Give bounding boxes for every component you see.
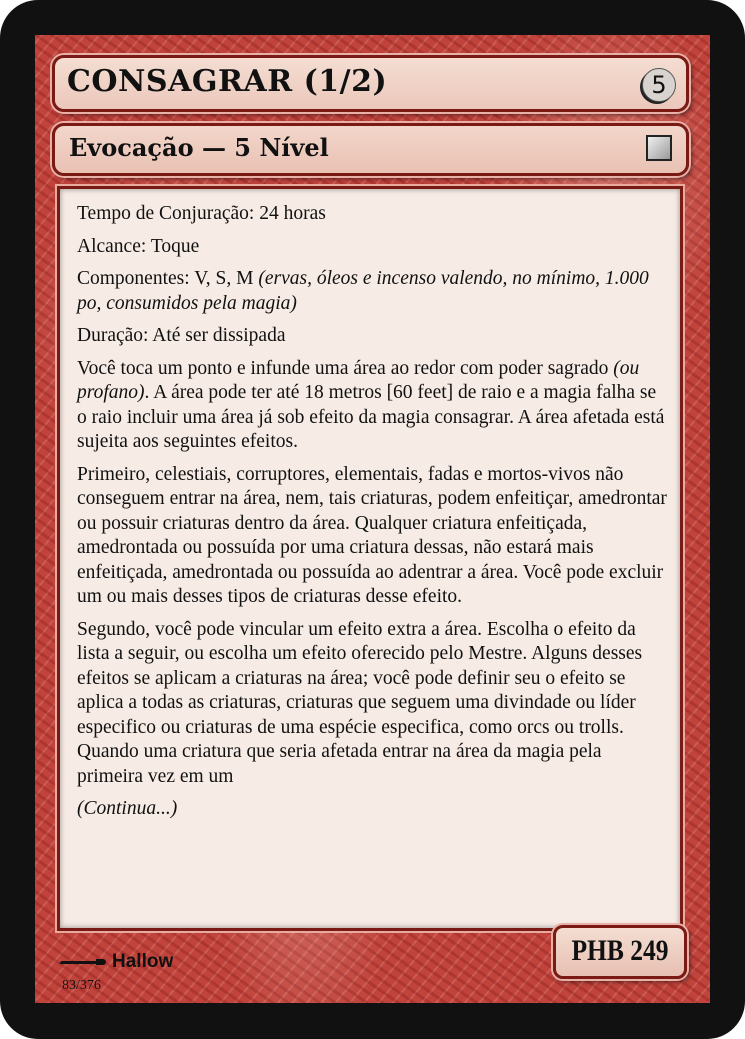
- paragraph-text: Segundo, você pode vincular um efeito extra a área. Escolha o efeito da lista a seguir, ou escolha um efeito oferecido pelo Mestre. Alguns desses efeitos se aplicam a criaturas na área; você pode definir seu o efeito se aplica a todas as criaturas, criaturas que seguem uma divindade ou líder especifico ou criaturas de uma espécie especifica, como orcs ou trolls. Quando uma criatura que seria afetada entrar na área da magia pela primeira vez em um: [77, 618, 643, 787]
- paragraph-text: Você toca um ponto e infunde uma área ao redor com poder sagrado: [77, 357, 614, 379]
- paragraph-text: Primeiro, celestiais, corruptores, elementais, fadas e mortos-vivos não conseguem entrar na área, nem, tais criaturas, podem enfeitiçar, amedrontar ou possuir criaturas dentro da área. Qualquer criatura enfeitiçada, amedrontada ou possuída por uma criatura dessas, não estará mais enfeitiçada, amedrontada ou possuída ao adentrar a área. Você pode excluir um ou mais desses tipos de criaturas desse efeito.: [77, 463, 667, 607]
- field-label: Tempo de Conjuração: [77, 203, 249, 224]
- rules-text: [77, 202, 667, 822]
- field-value: Toque: [150, 235, 200, 257]
- title-bar: [52, 55, 689, 112]
- rules-paragraph: [77, 463, 667, 610]
- type-bar: [52, 123, 689, 176]
- artist-name: Hallow: [112, 951, 174, 972]
- field-value: 24 horas: [259, 203, 326, 224]
- paragraph-italic: (ou profano): [77, 357, 640, 403]
- mana-circle-icon: 5: [642, 68, 676, 102]
- page-reference-box: [553, 925, 687, 979]
- field-note: (ervas, óleos e incenso valendo, no mínimo, 1.000 po, consumidos pela magia): [77, 268, 649, 314]
- field-label: Duração: [77, 325, 144, 346]
- field-label: Componentes: [77, 268, 185, 289]
- field-label: Alcance: [77, 235, 141, 257]
- rules-paragraph: [77, 618, 667, 790]
- rules-paragraph: [77, 357, 667, 455]
- paintbrush-icon: [60, 958, 108, 966]
- field-duration: Duração: Até ser dissipada: [77, 325, 286, 346]
- field-range: Alcance: Toque: [77, 235, 200, 257]
- paragraph-text: . A área pode ter até 18 metros [60 feet] de raio e a magia falha se o raio incluir uma área já sob efeito da magia consagrar. A área afetada está sujeita aos seguintes efeitos.: [77, 382, 665, 452]
- field-components: Componentes: V, S, M (ervas, óleos e incenso valendo, no mínimo, 1.000 po, consumidos pela magia): [77, 268, 649, 314]
- type-line: Evocação — 5 Nível: [69, 133, 329, 162]
- set-symbol-icon: [646, 135, 672, 161]
- field-casting-time: Tempo de Conjuração: 24 horas: [77, 203, 326, 224]
- continuation-note: (Continua...): [77, 798, 178, 819]
- field-value: Até ser dissipada: [152, 325, 286, 346]
- artist-credit: [60, 951, 173, 973]
- rules-textbox: [57, 186, 683, 931]
- field-value: V, S, M: [194, 268, 259, 289]
- page-reference: PHB 249: [571, 934, 669, 967]
- collector-number: 83/376: [62, 978, 101, 993]
- card-title: CONSAGRAR (1/2): [67, 64, 388, 99]
